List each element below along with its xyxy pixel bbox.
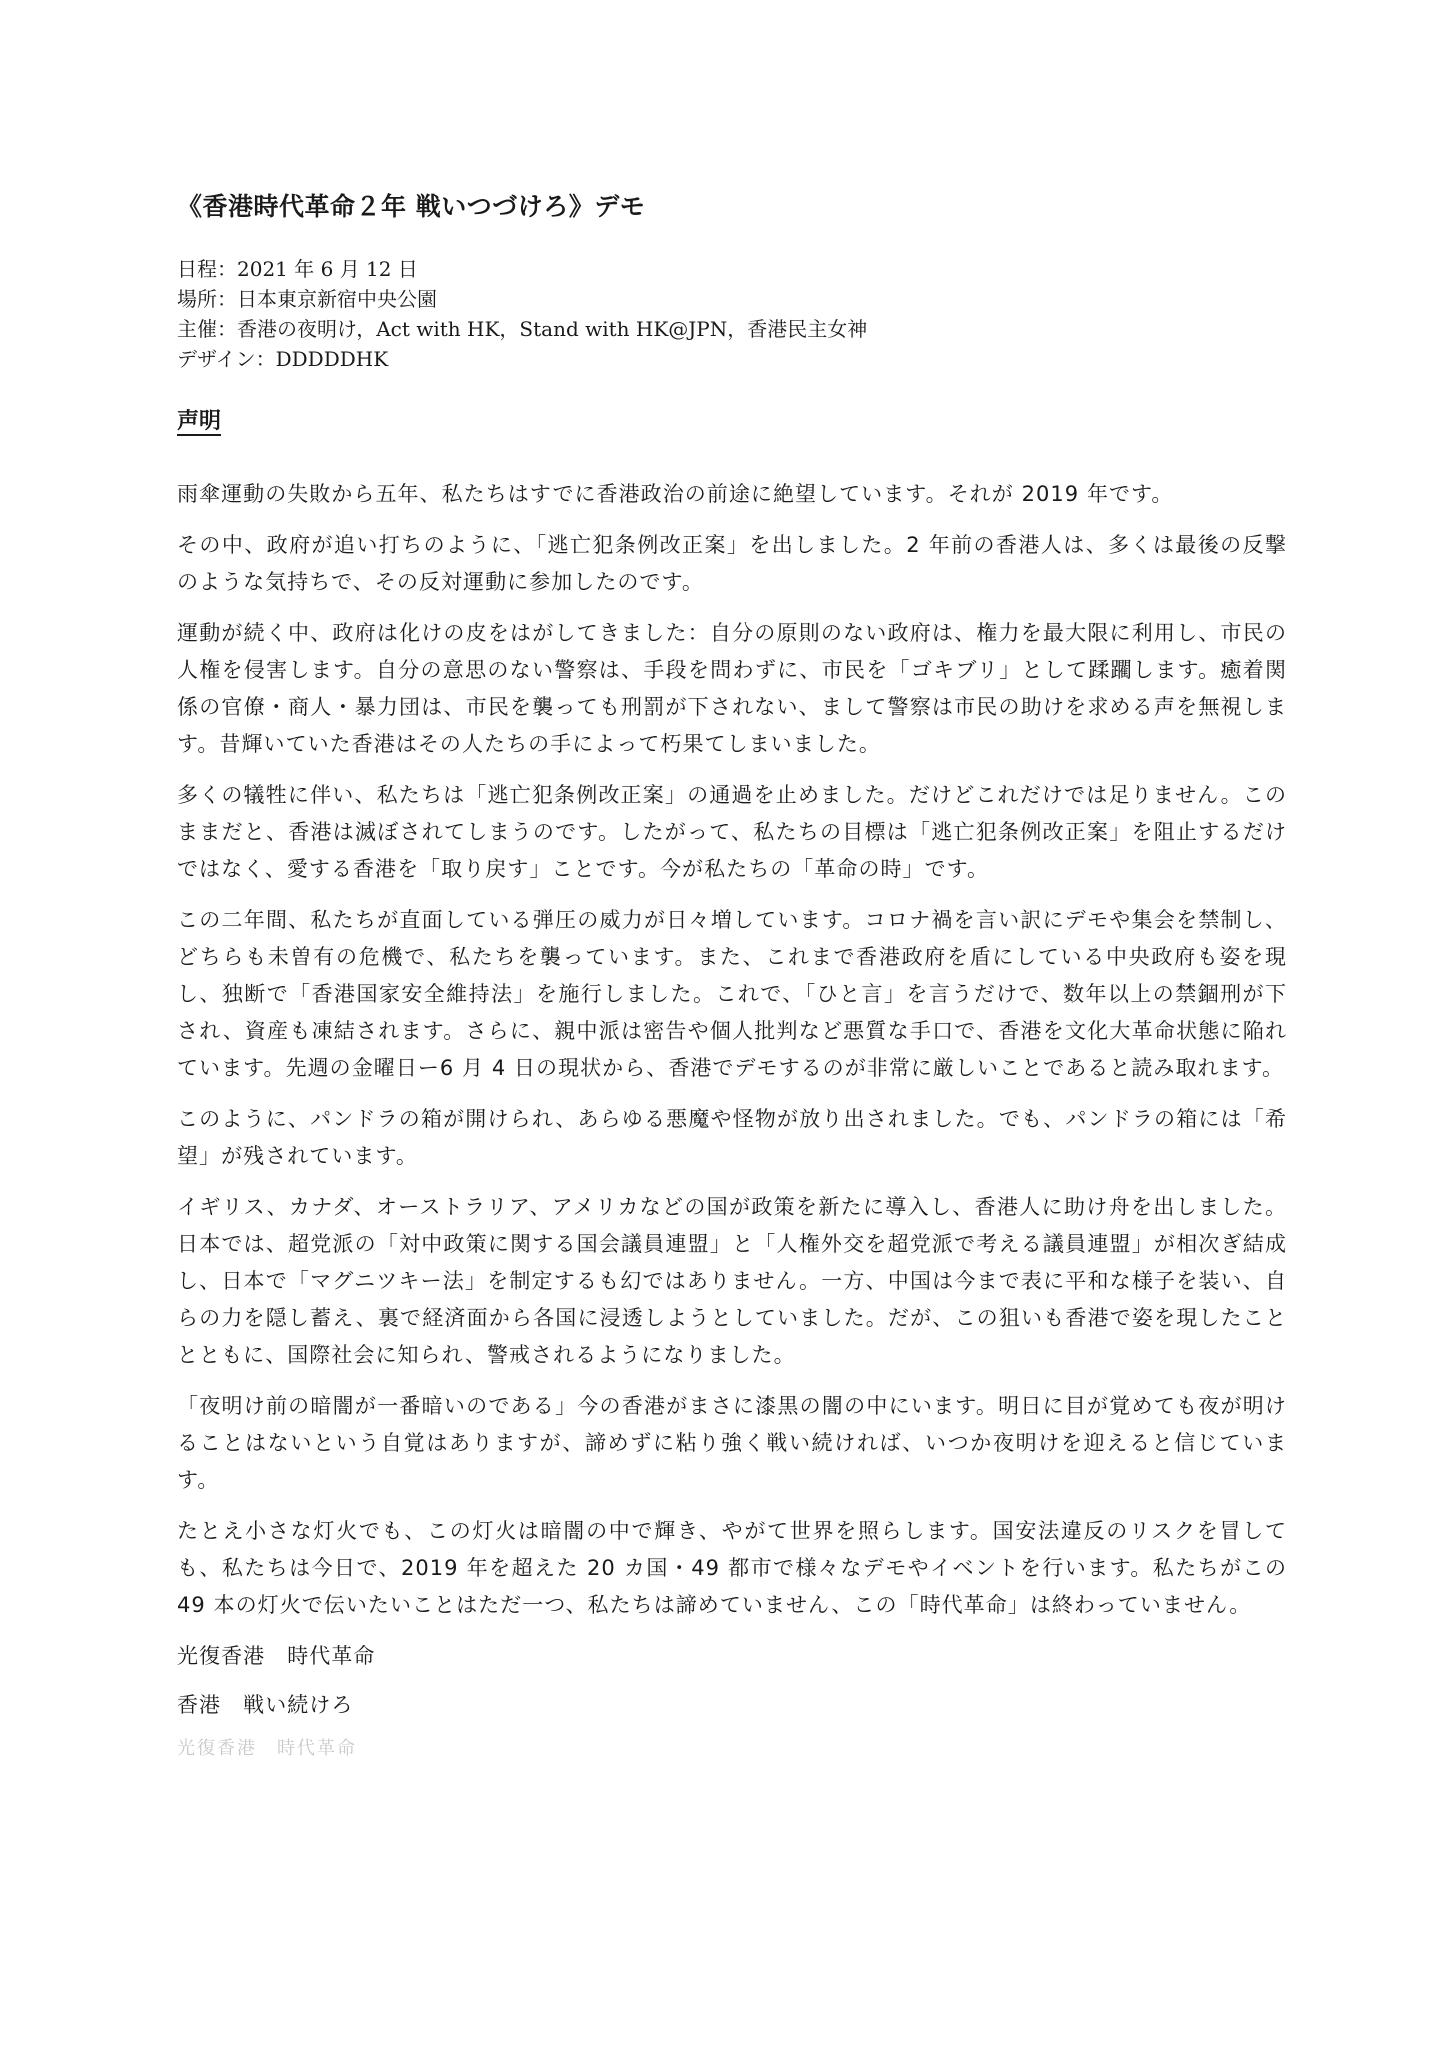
document-page [177,190,1287,1774]
section-heading-statement: 声明 [177,408,222,434]
paragraph: その中、政府が追い打ちのように、「逃亡犯条例改正案」を出しました。2 年前の香港人は、多くは最後の反撃のような気持ちで、その反対運動に参加したのです。 [177,533,1287,594]
meta-date: 日程：2021 年 6 月 12 日 [177,257,418,281]
paragraph: このように、パンドラの箱が開けられ、あらゆる悪魔や怪物が放り出されました。でも、パンドラの箱には「希望」が残されています。 [177,1107,1287,1168]
paragraph: この二年間、私たちが直面している弾圧の威力が日々増しています。コロナ禍を言い訳にデモや集会を禁制し、どちらも未曽有の危機で、私たちを襲っています。また、これまで香港政府を盾にしている中央政府も姿を現し、独断で「香港国家安全維持法」を施行しました。これで、「ひと言」を言うだけで、数年以上の禁錮刑が下され、資産も凍結されます。さらに、親中派は密告や個人批判など悪質な手口で、香港を文化大革命状態に陥れています。先週の金曜日ー6 月 4 日の現状から、香港でデモするのが非常に厳しいことであると読み取れます。 [177,908,1287,1080]
paragraph: 運動が続く中、政府は化けの皮をはがしてきました：自分の原則のない政府は、権力を最大限に利用し、市民の人権を侵害します。自分の意思のない警察は、手段を問わずに、市民を「ゴキブリ」として蹂躙します。癒着関係の官僚・商人・暴力団は、市民を襲っても刑罰が下されない、まして警察は市民の助けを求める声を無視します。昔輝いていた香港はその人たちの手によって朽果てしまいました。 [177,621,1287,756]
document-title: 《香港時代革命２年 戦いつづけろ》デモ [177,192,646,221]
paragraph: 「夜明け前の暗闇が一番暗いのである」今の香港がまさに漆黒の闇の中にいます。明日に目が覚めても夜が明けることはないという自覚はありますが、諦めずに粘り強く戦い続ければ、いつか夜明けを迎えると信じています。 [177,1394,1287,1492]
paragraph: イギリス、カナダ、オーストラリア、アメリカなどの国が政策を新たに導入し、香港人に助け舟を出しました。日本では、超党派の「対中政策に関する国会議員連盟」と「人権外交を超党派で考える議員連盟」が相次ぎ結成し、日本で「マグニツキー法」を制定するも幻ではありません。一方、中国は今まで表に平和な様子を装い、自らの力を隠し蓄え、裏で経済面から各国に浸透しようとしていました。だが、この狙いも香港で姿を現したこととともに、国際社会に知られ、警戒されるようになりました。 [177,1195,1287,1367]
meta-design: デザイン：DDDDDHK [177,347,389,371]
statement-body [177,476,1287,1624]
closing-slogan: 光復香港 時代革命 [177,1644,376,1668]
meta-location: 場所：日本東京新宿中央公園 [177,287,437,311]
paragraph: たとえ小さな灯火でも、この灯火は暗闇の中で輝き、やがて世界を照らします。国安法違反のリスクを冒しても、私たちは今日で、2019 年を超えた 20 カ国・49 都市で様々なデモやイベントを行います。私たちがこの 49 本の灯火で伝いたいことはただ一つ、私たちは諦めていません、この「時代革命」は終わっていません。 [177,1519,1287,1617]
event-meta [177,254,1287,374]
faded-slogan: 光復香港 時代革命 [177,1738,357,1759]
meta-organizers: 主催：香港の夜明け，Act with HK，Stand with HK@JPN，香港民主女神 [177,317,868,341]
closing-slogan: 香港 戦い続けろ [177,1693,354,1717]
paragraph: 雨傘運動の失敗から五年、私たちはすでに香港政治の前途に絶望しています。それが 2019 年です。 [177,482,1174,506]
paragraph: 多くの犠牲に伴い、私たちは「逃亡犯条例改正案」の通過を止めました。だけどこれだけでは足りません。このままだと、香港は滅ぼされてしまうのです。したがって、私たちの目標は「逃亡犯条例改正案」を阻止するだけではなく、愛する香港を「取り戻す」ことです。今が私たちの「革命の時」です。 [177,783,1287,881]
